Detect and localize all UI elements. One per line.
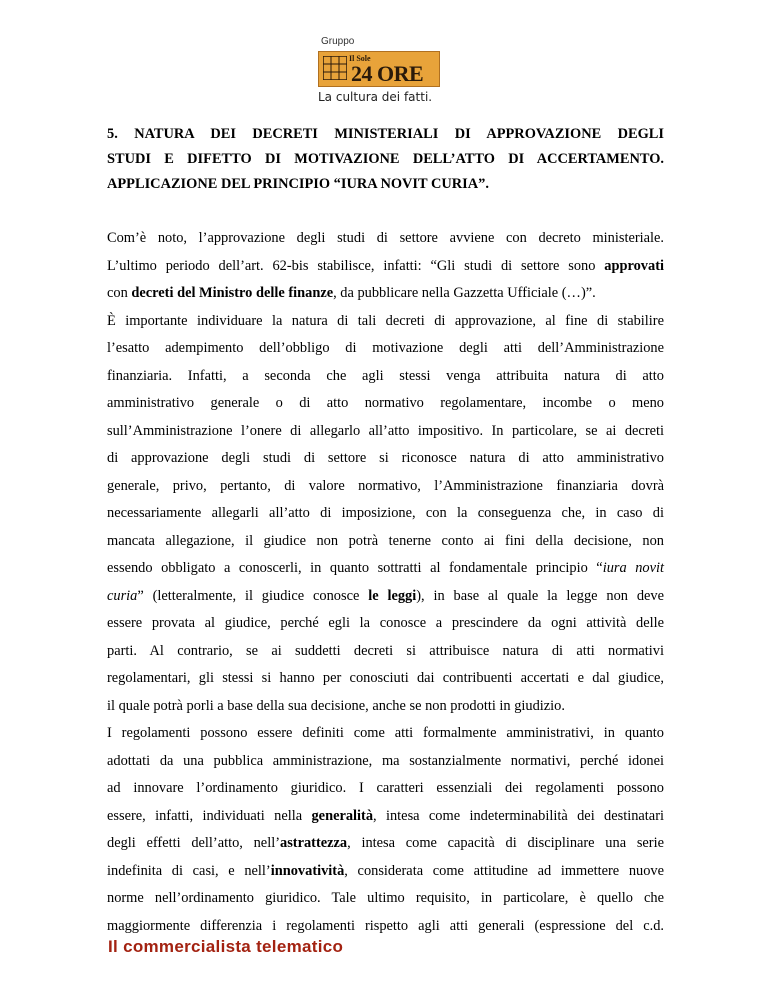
text-line: ad innovare l’ordinamento giuridico. I caratteri essenziali dei regolamenti possono [107,780,664,796]
text-line: curia” (letteralmente, il giudice conosce le leggi), in base al quale la legge non deve [107,587,664,604]
text-line: sull’Amministrazione l’onere di allegarlo all’atto impositivo. In particolare, se ai decreti [107,422,664,439]
text-line: con decreti del Ministro delle finanze, da pubblicare nella Gazzetta Ufficiale (…)”. [107,285,596,301]
publisher-logo [318,36,448,104]
logo-tagline: La cultura dei fatti. [318,90,433,104]
text-line: di approvazione degli studi di settore si riconosce natura di atto amministrativo [107,450,664,466]
text-line: È importante individuare la natura di tali decreti di approvazione, al fine di stabilire [107,312,664,329]
text-line: parti. Al contrario, se ai suddetti decreti si attribuisce natura di atti normativi [107,642,664,659]
text-line: finanziaria. Infatti, a seconda che agli stessi venga attribuita natura di atto [107,367,664,384]
text-line: L’ultimo periodo dell’art. 62-bis stabilisce, infatti: “Gli studi di settore sono approvati [107,257,664,274]
section-heading [107,122,664,197]
body-text [107,225,664,940]
text-line: Com’è noto, l’approvazione degli studi di settore avviene con decreto ministeriale. [107,230,664,246]
logo-banner [318,51,440,87]
newspaper-grid-icon [323,56,347,80]
text-line: essendo obbligato a conoscerli, in quanto sottratti al fondamentale principio “iura novit [107,560,664,576]
text-line: il quale potrà porli a base della sua decisione, anche se non prodotti in giudizio. [107,697,565,714]
heading-line: APPLICAZIONE DEL PRINCIPIO “IURA NOVIT CURIA”. [107,176,489,192]
footer-brand: Il commercialista telematico [108,937,344,956]
heading-line: 5. NATURA DEI DECRETI MINISTERIALI DI APPROVAZIONE DEGLI [107,126,664,142]
heading-line: STUDI E DIFETTO DI MOTIVAZIONE DELL’ATTO DI ACCERTAMENTO. [107,151,664,167]
text-line: essere provata al giudice, perché egli la conosce a prescindere da ogni attività delle [107,615,664,631]
text-line: indefinita di casi, e nell’innovatività, considerata come attitudine ad immettere nuove [107,862,664,879]
text-line: generale, privo, pertanto, di valore normativo, l’Amministrazione finanziaria dovrà [107,477,664,494]
logo-group-label: Gruppo [321,36,355,47]
logo-brand-large: 24 ORE [351,61,424,86]
text-line: I regolamenti possono essere definiti come atti formalmente amministrativi, in quanto [107,725,664,741]
text-line: adottati da una pubblica amministrazione, ma sostanzialmente normativi, perché idonei [107,752,664,769]
text-line: regolamentari, gli stessi si hanno per conosciuti dai contribuenti accertati e dal giudice, [107,670,664,686]
logo-brand-small: Il Sole [349,54,371,63]
text-line: amministrativo generale o di atto normativo regolamentare, incombe o meno [107,395,664,411]
text-line: l’esatto adempimento dell’obbligo di motivazione degli atti dell’Amministrazione [107,340,664,356]
text-line: norme nell’ordinamento giuridico. Tale ultimo requisito, in particolare, è quello che [107,890,664,906]
text-line: essere, infatti, individuati nella generalità, intesa come indeterminabilità dei destinatari [107,807,664,824]
text-line: mancata allegazione, il giudice non potrà tenerne conto ai fini della decisione, non [107,532,664,549]
text-line: degli effetti dell’atto, nell’astrattezza, intesa come capacità di disciplinare una serie [107,835,664,851]
text-line: necessariamente allegarli all’atto di imposizione, con la conseguenza che, in caso di [107,505,664,521]
text-line: maggiormente differenzia i regolamenti rispetto agli atti generali (espressione del c.d. [107,917,664,934]
